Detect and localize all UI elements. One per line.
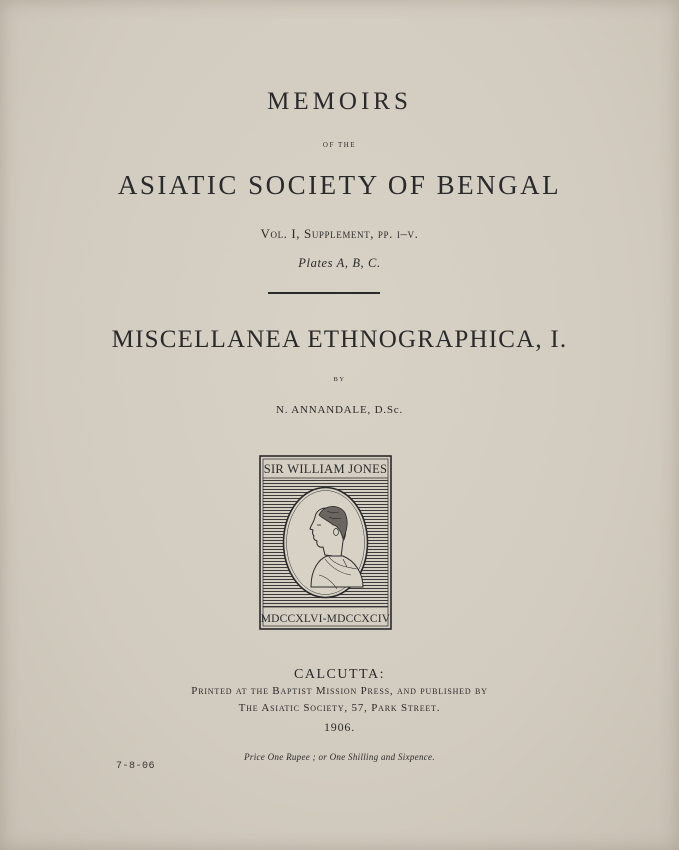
seal-bottom-text: MDCCXLVI-MDCCXCIV bbox=[260, 613, 391, 625]
society-name: ASIATIC SOCIETY OF BENGAL bbox=[117, 170, 562, 200]
imprint-city: CALCUTTA: bbox=[294, 667, 385, 682]
imprint-publisher: The Asiatic Society, 57, Park Street. bbox=[238, 702, 441, 714]
handwritten-date: 7-8-06 bbox=[116, 761, 156, 772]
price-line: Price One Rupee ; or One Shilling and Sixpence. bbox=[244, 752, 435, 762]
title-rule bbox=[268, 292, 380, 294]
work-title: MISCELLANEA ETHNOGRAPHICA, I. bbox=[111, 326, 568, 353]
by-text: BY bbox=[333, 376, 346, 383]
series-title: MEMOIRS bbox=[267, 88, 412, 115]
imprint-printer: Printed at the Baptist Mission Press, and published by bbox=[191, 685, 488, 697]
seal-top-text: SIR WILLIAM JONES bbox=[263, 462, 388, 476]
imprint-year: 1906. bbox=[324, 720, 355, 734]
portrait-cameo-icon bbox=[284, 488, 368, 598]
author-name: N. ANNANDALE, D.Sc. bbox=[275, 404, 404, 416]
volume-line: Vol. I, Supplement, pp. i–v. bbox=[260, 226, 419, 241]
plates-line: Plates A, B, C. bbox=[298, 256, 381, 270]
portrait-seal bbox=[259, 455, 392, 630]
of-the-text: OF THE bbox=[322, 141, 357, 149]
